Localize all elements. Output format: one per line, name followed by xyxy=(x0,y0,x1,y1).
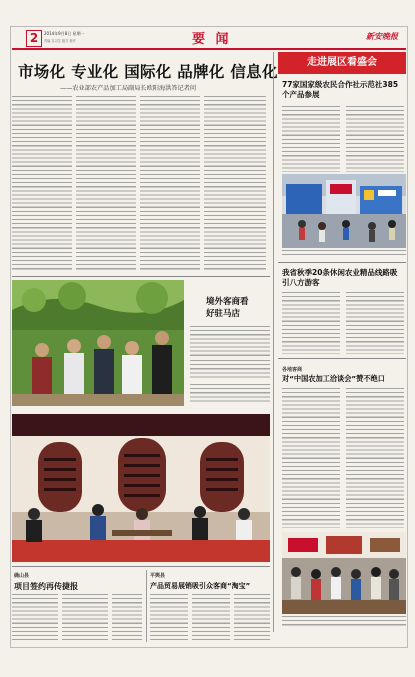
vineyard-image xyxy=(12,280,184,406)
page-number: 2 xyxy=(29,31,39,45)
bottom-left-col-3 xyxy=(112,594,142,642)
lead-subhead: ——农业部农产品加工局副局长欧阳海洪答记者问 xyxy=(60,85,197,92)
feature-title: 境外客商看好驻马店 xyxy=(206,297,249,319)
column-separator xyxy=(273,52,274,632)
feature-photo-wine-display xyxy=(12,414,270,562)
lead-body-col-1 xyxy=(12,96,72,272)
sidebar-banner xyxy=(278,52,406,74)
sidebar-story2-col-2 xyxy=(346,292,404,354)
page-number-box xyxy=(26,30,42,47)
bottom-top-rule xyxy=(12,566,270,567)
bottom-right-title: 产品贸易展销吸引众客商“淘宝” xyxy=(150,582,251,590)
sidebar-story2-col-1 xyxy=(282,292,340,354)
bottom-right-col-2 xyxy=(192,594,230,642)
sidebar-photo-booth xyxy=(282,532,406,614)
feature-intro-text xyxy=(190,326,270,356)
lead-body-col-2 xyxy=(76,96,136,272)
sidebar-story3-kicker: 各地客商 xyxy=(282,367,303,373)
bottom-left-col-1 xyxy=(12,594,58,642)
masthead-rule xyxy=(12,48,406,50)
bottom-left-kicker: 确山县 xyxy=(14,573,30,579)
feature-top-rule xyxy=(12,276,270,277)
bottom-separator xyxy=(146,570,147,642)
booth-crowd-image xyxy=(282,532,406,614)
sidebar-story2-title: 我省秋季20条休闲农业精品线路吸引八方游客 xyxy=(282,268,398,287)
lead-headline: 市场化 专业化 国际化 品牌化 信息化 xyxy=(18,63,278,81)
bottom-right-col-3 xyxy=(234,594,270,642)
sidebar-photo1-caption xyxy=(282,250,406,258)
sidebar-story1-col-2 xyxy=(346,106,404,172)
sidebar-story3-title: 对“中国农加工洽谈会”赞不绝口 xyxy=(282,374,385,383)
lead-body-col-3 xyxy=(140,96,200,272)
date-line: 2014年9月8日 星期一 xyxy=(44,31,85,36)
bottom-right-col-1 xyxy=(150,594,188,642)
bottom-left-title: 项目签约再传捷报 xyxy=(14,582,78,591)
exhibition-hall-image xyxy=(282,174,406,248)
sidebar-photo2-caption xyxy=(282,616,406,626)
sidebar-divider-2 xyxy=(278,358,406,359)
feature-photo-vineyard xyxy=(12,280,184,406)
sidebar-story3-col-2 xyxy=(346,388,404,528)
wine-display-image xyxy=(12,414,270,562)
sidebar-story3-col-1 xyxy=(282,388,340,528)
sidebar-story1-title: 77家国家级农民合作社示范社385个产品参展 xyxy=(282,80,399,99)
sidebar-banner-text: 走进展区看盛会 xyxy=(307,57,377,68)
editor-line: 责编 实习生 版式 校对 xyxy=(44,39,76,43)
section-title: 要 闻 xyxy=(192,32,232,47)
bottom-left-col-2 xyxy=(62,594,108,642)
sidebar-divider-1 xyxy=(278,262,406,263)
bottom-right-kicker: 平舆县 xyxy=(150,573,166,579)
paper-name: 新安晚报 xyxy=(366,32,398,41)
feature-photo-caption-2 xyxy=(190,384,270,404)
sidebar-photo-exhibition xyxy=(282,174,406,248)
feature-photo-caption-1 xyxy=(190,360,270,380)
lead-body-col-4 xyxy=(204,96,266,272)
masthead xyxy=(12,28,404,50)
sidebar-story1-col-1 xyxy=(282,106,340,172)
